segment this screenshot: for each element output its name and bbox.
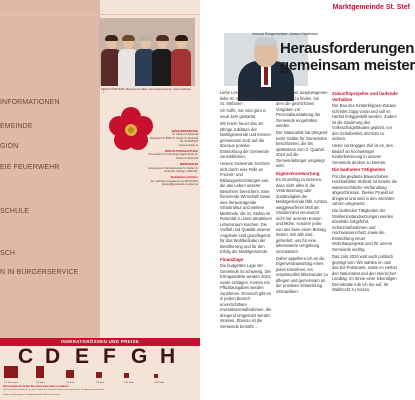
ad-footnote: Die Gemeinde weist darauf hin, dass Inserate der Redaktion und der Gemeinde frei zur Verfügung gestellt werden ... — [3, 389, 107, 391]
ad-size-c-letter: C — [18, 345, 34, 368]
impressum-text: Herausgeber: Marktgemeinde St. Stefan im Rosental, Auflage: 1.800 Stk. — [148, 166, 198, 174]
nav-item-feuerwehr: EIE FEUERWEHR — [0, 164, 60, 171]
team-photo — [99, 18, 195, 86]
ad-price-note: Die Inseratpreise finden Sie online unter www.st-stefan.at — [3, 385, 69, 388]
headline-line-1: Herausforderungen — [280, 40, 415, 57]
ad-size-d-letter: D — [45, 345, 61, 368]
nav-item-sch: SCH — [0, 250, 16, 257]
nav-item-gemeinde: EMEINDE — [0, 123, 33, 130]
contact-email[interactable]: Zeitung@gemeinde.st-stefan.at — [161, 183, 198, 187]
section-heading: Zukunftsprojekte und laufende Vorhaben — [332, 91, 398, 102]
paragraph: Das Jahr 2024 wird auch politisch geprägt sein: Wir wählen im Juni das EU-Parlament, sowie im Herbst den Nationalrat und den steirischen Landtag. Im Sinne einer lebendigen Demokratie rufe ich Sie auf, Ihr Wahlrecht zu nutzen. — [332, 254, 397, 293]
ad-size-h-box — [154, 374, 158, 378]
section-heading: Finanzlage — [220, 256, 244, 262]
deadline-heading: Redaktionsschluss — [170, 175, 198, 180]
contact-address: Marktplatz 8, 8083 St. Stefan im Rosental — [150, 136, 198, 140]
impressum-heading: IMPRESSUM — [179, 162, 198, 167]
ad-size-c-label: 1/1 Seite quer — [4, 382, 18, 384]
contact-subtitle: St. Stefan im Rosental — [172, 133, 198, 137]
ad-size-f-letter: F — [103, 345, 116, 368]
contact-title: BÜRGERSERVICE — [171, 129, 198, 133]
paragraph: Die laufenden Tätigkeiten der Straßeninstandsetzungen werden ebenfalls fortgeführt, Schutzmaßnahmen und Hochwasserschutz sowie die Entwicklung neuer Wohnbauprojekte sind für unsere Gemeinde wichtig. — [332, 208, 394, 252]
paragraph: Ich hoffe, Sie sind gut ins neue Jahr gestartet. — [220, 108, 266, 119]
section-heading: Eigenverantwortung — [276, 170, 320, 176]
paragraph: Der Bau des Kinderkrippen-Zubaus schreitet zügig voran und soll im Herbst fertiggestellt werden. Zudem ist die Sanierung des Volksschulgebäudes geplant, um den Schulbetrieb 2024/25 zu sichern. — [332, 103, 397, 141]
ad-sizes-row — [0, 346, 200, 384]
ad-size-e-label: 1/4 Seite — [66, 382, 75, 384]
paragraph: Unsere Gemeinde zeichnet sich durch eine Fülle an Freizeit- und Bildungseinrichtungen aus, die das Leben unserer Bewohner bereichern. Eine florierende Wirtschaft sowie eine herausragende Infrastruktur und weitere Merkmale, die St. Stefan im Rosental zu einer attraktiven Lebensraum machen. Die Vielfalt und Qualität unserer Angebote sind grundlegend für das Wohlbefinden der Bevölkerung und für den Erfolg der Marktgemeinde. — [220, 161, 272, 255]
paragraph: drückt, einer ausgewogenen Mitteilung zu finden, bei dem die gesetzlichen Vorgaben zur Personalausstattung der Gemeinde eingehalten werden. — [276, 90, 328, 128]
deadline-text: der nächsten Ausgabe ist am 08.08.2024 — [150, 179, 198, 183]
article-column-1 — [220, 90, 272, 398]
ad-size-e-box — [66, 370, 74, 378]
left-page — [0, 0, 200, 400]
article-headline — [280, 40, 415, 74]
nav-item-buergerservice: N IN BÜRGERSERVICE — [0, 269, 79, 276]
paragraph: Unser vorrangiges Ziel ist es, den Bedarf an hochwertiger Kinderbetreuung in unserer Gemeinde decken zu können. — [332, 143, 393, 165]
ad-sizes-title: INSERATGRÖSSEN UND PREISE — [0, 338, 200, 346]
ad-size-g-letter: G — [131, 345, 148, 368]
office-text: Informationen für die Regionalgemeinde St. Stefan im Rosental — [147, 153, 198, 160]
page-header-label: Marktgemeinde St. Stef — [332, 4, 410, 11]
article-column-3 — [332, 90, 398, 398]
ad-size-f-label: 1/8 Seite — [96, 382, 105, 384]
right-page — [200, 0, 415, 400]
ad-size-e-letter: E — [75, 345, 90, 368]
ad-size-h-letter: H — [160, 345, 176, 368]
paragraph: Wir feiern heuer das 15-jährige Jubiläum der Marktgemeinde und können gemeinsam stolz auf die überaus positive Entwicklung der Gemeinde zurückblicken. — [220, 121, 271, 160]
section-heading: Die badneten Tätigkeiten — [332, 167, 386, 173]
paragraph: Für das geplante Bauvorhaben Hochbehälter Stollnitz ist bereits die wasserrechtliche Verhandlung abgeschlossen. Dieses Projekt ist dringend und wird in den nächsten Jahren umgesetzt. — [332, 173, 398, 207]
ad-size-h-label: 1/32 Seite — [154, 382, 164, 384]
photo-caption: REDAKTIONSTEAM: (Bürgerservice Blau, Gemeindevertreterin, Josef Kaufmann, ...) — [101, 88, 192, 95]
contact-block — [146, 130, 198, 190]
headline-line-2: gemeinsam meister — [280, 57, 415, 74]
publisher-note: Verlag und Herausgeber: Marktgemeinde St. Stefan im Rosental — [3, 394, 61, 396]
nav-item-region: GION — [0, 143, 19, 150]
contact-phone: Tel. 03116/8125 — [179, 140, 198, 144]
contact-web[interactable]: www.st-stefan.at — [178, 143, 198, 147]
nav-item-informationen: INFORMATIONEN — [0, 99, 60, 106]
ad-size-d-label: 1/2 Seite — [36, 382, 45, 384]
article-column-2 — [276, 90, 328, 398]
ad-size-f-box — [96, 372, 102, 378]
paragraph: Die budgetäre Lage der Gemeinde ist schwierig. Die Ertragsanteile werden 2024, sowie Umlagen, Kosten mit Pflichtausgaben werden zunehmen. Dennoch gibt es in jedem Bereich unverzichtbare Investitionsmaßnahmen, die dringend umgesetzt werden müssen. Ebenso ist die Gemeinde bemüht ... — [220, 263, 272, 329]
paragraph: Der Nationalrat hat dringend mehr Gelder für Gemeinden beschlossen, die bis spätestens zum 3. Quartal 2024 auf die Gemeindebürger umgelegt wird. — [276, 130, 328, 169]
foreword-label: Vorwort Bürgermeister Johann Kaufmann — [252, 32, 318, 36]
ad-size-c-box — [4, 366, 18, 378]
page-cut-line — [0, 14, 200, 15]
office-heading: REDAKTIONSLEITUNG — [165, 149, 198, 154]
nav-item-schule: SCHULE — [0, 208, 29, 215]
ad-size-d-box — [36, 366, 44, 378]
paragraph: Daher appelliere ich an die Eigenverantwortung eines jeden Einzelnen, ein respektvolles Miteinander zu pflegen und gemeinsam an der positiven Entwicklung mitzuwirken. — [276, 255, 328, 294]
ad-size-g-box — [124, 373, 129, 378]
paragraph: Es ist wichtig zu betonen, dass nicht alles in die Verantwortung oder Zuständigkeit der Marktgemeinde fällt. Achtlos weggeworfener Müll am Straßenrand verursacht nicht nur unseren Kosten und Mühe, sondern jeder von uns kann einen Beitrag leisten. Wir alle sind gefordert, uns für eine lebenswerte Umgebung einzusetzen. — [276, 177, 328, 254]
ad-size-g-label: 1/16 Seite — [124, 382, 134, 384]
paragraph: Liebe Leserinnen und Leser, liebe St. Stefanerinnen und St. Stefaner! — [220, 90, 272, 106]
